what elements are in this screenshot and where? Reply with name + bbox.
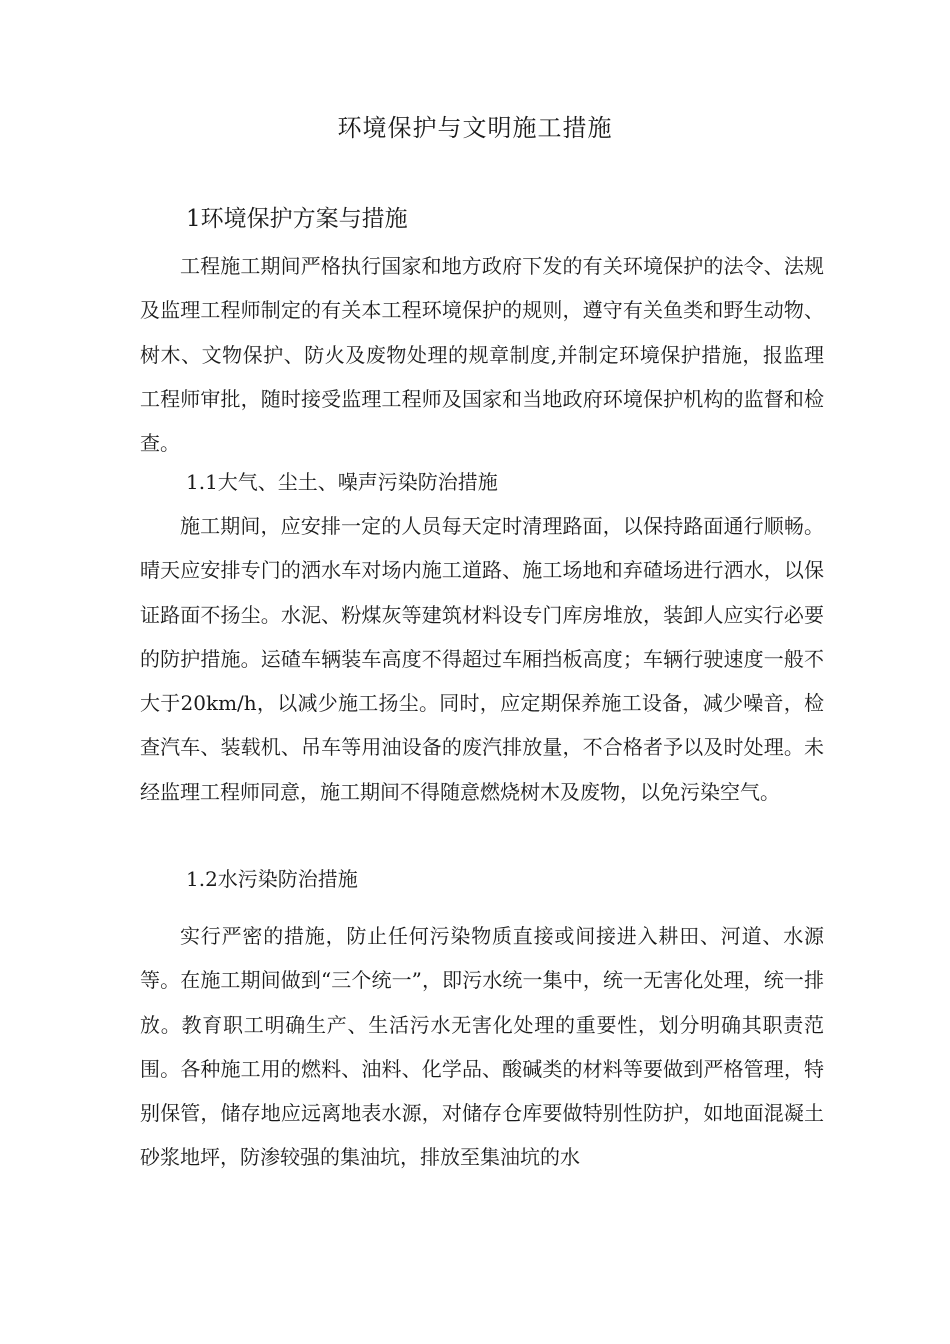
document-title: 环境保护与文明施工措施	[337, 114, 613, 142]
section-1-2-heading: 1.2水污染防治措施	[186, 867, 358, 891]
section-1-2-paragraph: 实行严密的措施，防止任何污染物质直接或间接进入耕田、河道、水源等。在施工期间做到“三个统一”，即污水统一集中，统一无害化处理，统一排放。教育职工明确生产、生活污水无害化处理的重要性，划分明确其职责范围。各种施工用的燃料、油料、化学品、酸碱类的材料等要做到严格管理，特别保管，储存地应远离地表水源，对储存仓库要做特别性防护，如地面混凝土砂浆地坪，防渗较强的集油坑，排放至集油坑的水	[140, 924, 824, 1170]
section-1-heading: 1环境保护方案与措施	[186, 206, 408, 232]
section-1-1-paragraph: 施工期间，应安排一定的人员每天定时清理路面，以保持路面通行顺畅。晴天应安排专门的洒水车对场内施工道路、施工场地和弃碴场进行洒水，以保证路面不扬尘。水泥、粉煤灰等建筑材料设专门库房堆放，装卸人应实行必要的防护措施。运碴车辆装车高度不得超过车厢挡板高度；车辆行驶速度一般不大于20km/h，以减少施工扬尘。同时，应定期保养施工设备，减少噪音，检查汽车、装载机、吊车等用油设备的废汽排放量，不合格者予以及时处理。未经监理工程师同意，施工期间不得随意燃烧树木及废物，以免污染空气。	[140, 514, 824, 804]
section-1-intro-paragraph: 工程施工期间严格执行国家和地方政府下发的有关环境保护的法令、法规及监理工程师制定的有关本工程环境保护的规则，遵守有关鱼类和野生动物、树木、文物保护、防火及废物处理的规章制度,并制定环境保护措施，报监理工程师审批，随时接受监理工程师及国家和当地政府环境保护机构的监督和检查。	[140, 254, 824, 456]
section-1-1-heading: 1.1大气、尘土、噪声污染防治措施	[186, 470, 498, 494]
